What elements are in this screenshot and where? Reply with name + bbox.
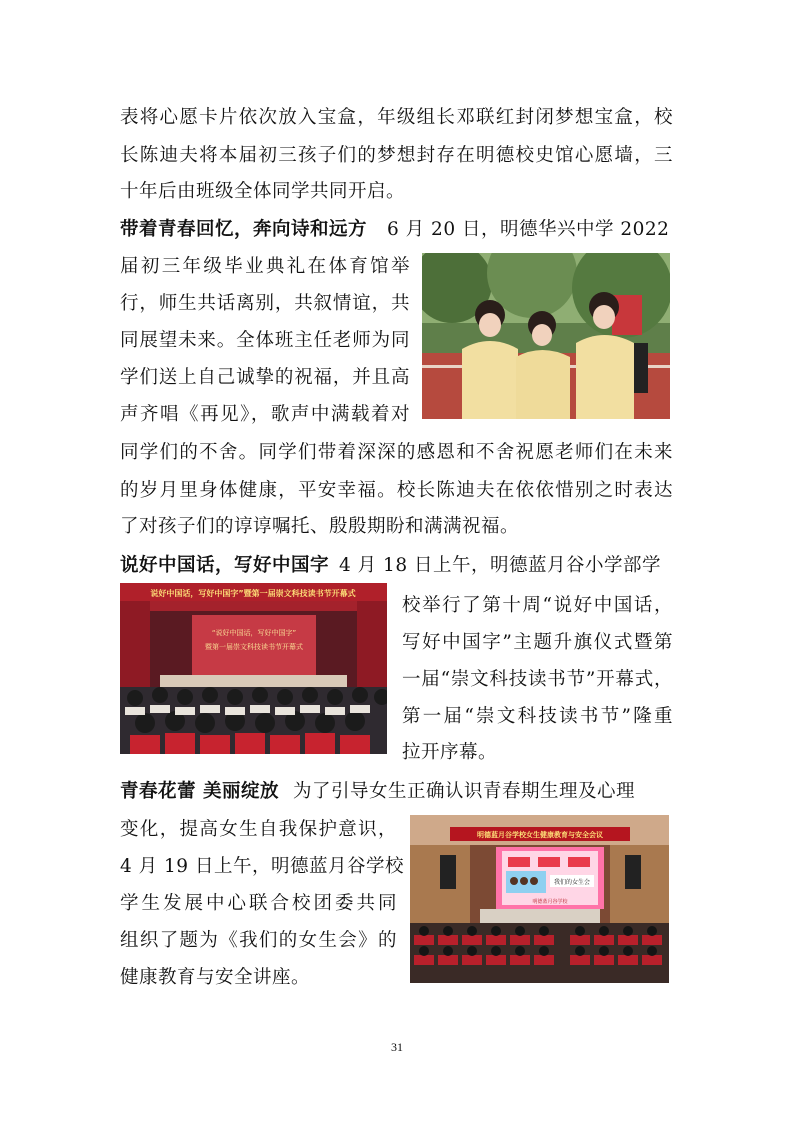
graduation-first-line-text: 6 月 20 日，明德华兴中学 2022 [387, 219, 670, 240]
chinese-photo-screen-line2: 暨第一届崇文科技读书节开幕式 [205, 643, 303, 651]
health-heading: 青春花蕾 美丽绽放 [120, 781, 279, 802]
chinese-event-photo [120, 583, 387, 754]
graduation-line-3: 了对孩子们的谆谆嘱托、殷殷期盼和满满祝福。 [120, 516, 520, 537]
graduation-line-2: 的岁月里身体健康，平安幸福。校长陈迪夫在依依惜别之时表达 [120, 480, 673, 501]
health-side-line-3: 学生发展中心联合校团委共同 [120, 893, 397, 914]
health-lecture-photo [410, 815, 669, 983]
health-photo-screen-title: 我们的女生会 [553, 879, 591, 886]
intro-line-1: 表将心愿卡片依次放入宝盒，年级组长邓联红封闭梦想宝盒，校 [120, 107, 673, 128]
intro-line-3: 十年后由班级全体同学共同开启。 [120, 181, 406, 202]
health-side-line-2: 4 月 19 日上午，明德蓝月谷学校 [120, 856, 404, 877]
graduation-heading: 带着青春回忆，奔向诗和远方 [120, 219, 368, 240]
page-number: 31 [391, 1040, 403, 1054]
health-side-line-4: 组织了题为《我们的女生会》的 [120, 930, 397, 951]
chinese-side-line-2: 写好中国字”主题升旗仪式暨第 [402, 632, 673, 653]
health-side-line-1: 变化，提高女生自我保护意识， [120, 819, 397, 840]
chinese-side-line-3: 一届“崇文科技读书节”开幕式， [402, 669, 673, 690]
intro-line-2: 长陈迪夫将本届初三孩子们的梦想封存在明德校史馆心愿墙，三 [120, 145, 673, 166]
chinese-side-line-1: 校举行了第十周“说好中国话， [402, 595, 673, 616]
chinese-side-line-4: 第一届“崇文科技读书节”隆重 [402, 706, 673, 727]
health-first-line-text: 为了引导女生正确认识青春期生理及心理 [292, 781, 635, 802]
graduation-photo [422, 253, 670, 419]
health-photo-banner: 明德蓝月谷学校女生健康教育与安全会议 [477, 831, 603, 839]
chinese-side-line-5: 拉开序幕。 [402, 742, 498, 763]
chinese-first-line [120, 549, 673, 583]
chinese-photo-banner: 说好中国话，写好中国字”暨第一届崇文科技读书节开幕式 [150, 589, 356, 598]
graduation-side-line-4: 学们送上自己诚挚的祝福，并且高 [120, 367, 410, 388]
graduation-first-line [120, 213, 673, 247]
graduation-side-line-1: 届初三年级毕业典礼在体育馆举 [120, 256, 410, 277]
health-side-line-5: 健康教育与安全讲座。 [120, 967, 311, 988]
graduation-side-line-2: 行，师生共话离别，共叙情谊，共 [120, 293, 410, 314]
health-first-line [120, 775, 673, 809]
graduation-side-line-5: 声齐唱《再见》，歌声中满载着对 [120, 404, 410, 425]
graduation-line-1: 同学们的不舍。同学们带着深深的感恩和不舍祝愿老师们在未来 [120, 442, 673, 463]
chinese-first-line-text: 4 月 18 日上午，明德蓝月谷小学部学 [339, 555, 661, 576]
health-photo-screen-footer: 明德蓝月谷学校 [532, 899, 568, 905]
graduation-side-line-3: 同展望未来。全体班主任老师为同 [120, 330, 410, 351]
chinese-photo-screen-line1: “说好中国话，写好中国字” [211, 629, 297, 637]
chinese-heading: 说好中国话，写好中国字 [120, 555, 330, 576]
